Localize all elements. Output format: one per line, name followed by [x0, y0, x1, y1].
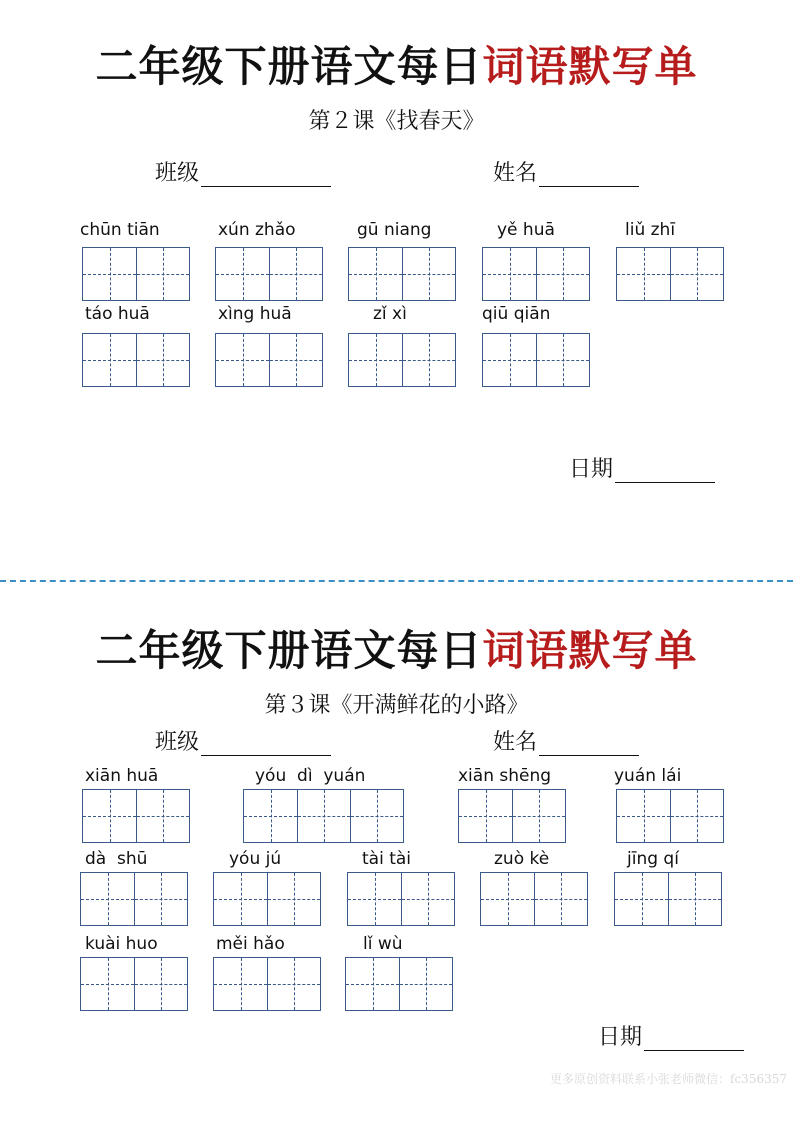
- word-pinyin: dà shū: [85, 849, 148, 869]
- writing-grid[interactable]: [347, 872, 455, 926]
- grid-cell[interactable]: [269, 248, 322, 300]
- word-pinyin: chūn tiān: [80, 220, 160, 240]
- word-pinyin: tài tài: [362, 849, 412, 869]
- sheet1-class-field[interactable]: [155, 156, 331, 187]
- word-pinyin: yóu dì yuán: [255, 766, 366, 786]
- word-pinyin: xiān huā: [85, 766, 159, 786]
- sheet1-date-line[interactable]: [615, 460, 715, 483]
- grid-cell[interactable]: [83, 790, 136, 842]
- sheet2-title-black: 二年级下册语文每日: [95, 626, 483, 675]
- word-pinyin: xún zhǎo: [218, 220, 296, 240]
- word-pinyin: xìng huā: [218, 304, 292, 324]
- sheet1-name-field[interactable]: [493, 156, 639, 187]
- sheet2-title-red: 词语默写单: [482, 626, 698, 675]
- grid-cell[interactable]: [668, 873, 721, 925]
- grid-cell[interactable]: [214, 873, 267, 925]
- sheet2-name-field[interactable]: [493, 725, 639, 756]
- grid-cell[interactable]: [617, 248, 670, 300]
- grid-cell[interactable]: [348, 873, 401, 925]
- writing-grid[interactable]: [243, 789, 404, 843]
- word-pinyin: gū niang: [357, 220, 432, 240]
- word-pinyin: lǐ wù: [363, 934, 403, 954]
- grid-cell[interactable]: [402, 248, 455, 300]
- word-pinyin: měi hǎo: [216, 934, 285, 954]
- grid-cell[interactable]: [81, 958, 134, 1010]
- grid-cell[interactable]: [402, 334, 455, 386]
- sheet1-title: [0, 34, 793, 94]
- word-pinyin: liǔ zhī: [625, 220, 676, 240]
- grid-cell[interactable]: [349, 248, 402, 300]
- grid-cell[interactable]: [297, 790, 350, 842]
- writing-grid[interactable]: [482, 247, 590, 301]
- grid-cell[interactable]: [136, 790, 189, 842]
- writing-grid[interactable]: [82, 247, 190, 301]
- grid-cell[interactable]: [399, 958, 452, 1010]
- grid-cell[interactable]: [670, 248, 723, 300]
- sheet1-title-black: 二年级下册语文每日: [95, 42, 483, 91]
- grid-cell[interactable]: [617, 790, 670, 842]
- sheet2-name-line[interactable]: [539, 733, 639, 756]
- writing-grid[interactable]: [616, 789, 724, 843]
- grid-cell[interactable]: [346, 958, 399, 1010]
- grid-cell[interactable]: [401, 873, 454, 925]
- sheet1-class-line[interactable]: [201, 164, 331, 187]
- sheet2-date-line[interactable]: [644, 1028, 744, 1051]
- sheet2-name-label: 姓名: [493, 730, 538, 755]
- word-pinyin: xiān shēng: [458, 766, 552, 786]
- grid-cell[interactable]: [136, 334, 189, 386]
- grid-cell[interactable]: [534, 873, 587, 925]
- watermark-text: 更多原创资料联系小张老师微信：fc356357: [550, 1072, 787, 1086]
- grid-cell[interactable]: [459, 790, 512, 842]
- grid-cell[interactable]: [136, 248, 189, 300]
- writing-grid[interactable]: [348, 247, 456, 301]
- grid-cell[interactable]: [83, 248, 136, 300]
- grid-cell[interactable]: [134, 958, 187, 1010]
- writing-grid[interactable]: [80, 872, 188, 926]
- grid-cell[interactable]: [349, 334, 402, 386]
- word-pinyin: yě huā: [497, 220, 555, 240]
- grid-cell[interactable]: [536, 334, 589, 386]
- grid-cell[interactable]: [214, 958, 267, 1010]
- sheet1-date-label: 日期: [569, 457, 614, 482]
- writing-grid[interactable]: [80, 957, 188, 1011]
- writing-grid[interactable]: [614, 872, 722, 926]
- word-pinyin: zuò kè: [494, 849, 550, 869]
- writing-grid[interactable]: [616, 247, 724, 301]
- sheet2-date-field[interactable]: [598, 1020, 744, 1051]
- sheet2-date-label: 日期: [598, 1025, 643, 1050]
- writing-grid[interactable]: [215, 333, 323, 387]
- grid-cell[interactable]: [216, 248, 269, 300]
- grid-cell[interactable]: [670, 790, 723, 842]
- word-pinyin: yóu jú: [229, 849, 282, 869]
- writing-grid[interactable]: [213, 957, 321, 1011]
- word-pinyin: kuài huo: [85, 934, 158, 954]
- grid-cell[interactable]: [481, 873, 534, 925]
- word-pinyin: zǐ xì: [373, 304, 407, 324]
- writing-grid[interactable]: [213, 872, 321, 926]
- grid-cell[interactable]: [216, 334, 269, 386]
- grid-cell[interactable]: [512, 790, 565, 842]
- grid-cell[interactable]: [267, 958, 320, 1010]
- grid-cell[interactable]: [267, 873, 320, 925]
- writing-grid[interactable]: [480, 872, 588, 926]
- sheet1-title-red: 词语默写单: [482, 42, 698, 91]
- grid-cell[interactable]: [83, 334, 136, 386]
- word-pinyin: táo huā: [85, 304, 150, 324]
- word-pinyin: yuán lái: [614, 766, 682, 786]
- word-pinyin: qiū qiān: [482, 304, 551, 324]
- grid-cell[interactable]: [134, 873, 187, 925]
- writing-grid[interactable]: [482, 333, 590, 387]
- sheet2-class-line[interactable]: [201, 733, 331, 756]
- writing-grid[interactable]: [82, 789, 190, 843]
- grid-cell[interactable]: [269, 334, 322, 386]
- writing-grid[interactable]: [215, 247, 323, 301]
- sheet2-class-label: 班级: [155, 730, 200, 755]
- sheet1-name-label: 姓名: [493, 161, 538, 186]
- grid-cell[interactable]: [483, 248, 536, 300]
- grid-cell[interactable]: [81, 873, 134, 925]
- grid-cell[interactable]: [244, 790, 297, 842]
- writing-grid[interactable]: [348, 333, 456, 387]
- sheet1-class-label: 班级: [155, 161, 200, 186]
- grid-cell[interactable]: [615, 873, 668, 925]
- sheet1-lesson-title: 第２课《找春天》: [308, 109, 485, 134]
- grid-cell[interactable]: [483, 334, 536, 386]
- sheet2-title: [0, 618, 793, 678]
- sheet2-lesson-title: 第３课《开满鲜花的小路》: [264, 693, 529, 718]
- sheet1-name-line[interactable]: [539, 164, 639, 187]
- writing-grid[interactable]: [345, 957, 453, 1011]
- sheet1-date-field[interactable]: [569, 452, 715, 483]
- word-pinyin: jīng qí: [627, 849, 679, 869]
- writing-grid[interactable]: [458, 789, 566, 843]
- grid-cell[interactable]: [350, 790, 403, 842]
- sheet2-class-field[interactable]: [155, 725, 331, 756]
- cut-line-divider: [0, 580, 793, 582]
- writing-grid[interactable]: [82, 333, 190, 387]
- grid-cell[interactable]: [536, 248, 589, 300]
